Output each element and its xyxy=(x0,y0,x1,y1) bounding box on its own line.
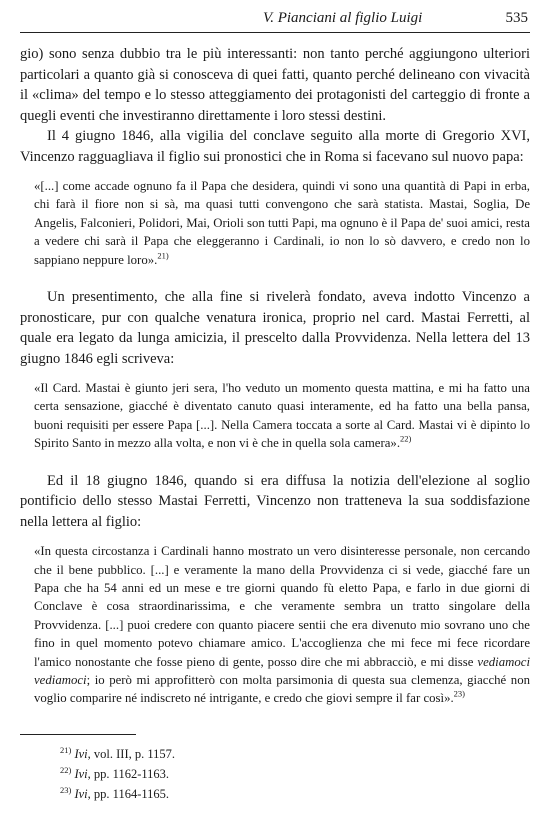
quote-text-part-2: ; io però mi approfitterò con molta parsimonia di questa sua clemenza, giacché non voglio comparire né indiscreto né intrigante, e credo che giovi sempre il far così». xyxy=(34,673,530,706)
running-header xyxy=(20,4,530,33)
footnote-number: 21) xyxy=(60,744,72,755)
footnote-rule xyxy=(20,734,136,735)
footnote-22 xyxy=(20,764,530,784)
paragraph-continuation: gio) sono senza dubbio tra le più interessanti: non tanto perché aggiungono ulteriori particolari a quanto già si conosceva di quei fatti, quanto perché delineano con vivacità il «clima» del tempo e lo stesso atteggiamento dei protagonisti del carteggio di fronte a quegli eventi che investiranno direttamente i loro stessi destini. xyxy=(20,46,530,124)
footnote-ref-21: 21) xyxy=(157,250,169,261)
running-title: V. Pianciani al figlio Luigi xyxy=(263,10,423,26)
paragraph-election: Ed il 18 giugno 1846, quando si era diffusa la notizia dell'elezione al soglio pontificio dello stesso Mastai Ferretti, Vincenzo non tratteneva la sua soddisfazione nella lettera al figlio: xyxy=(20,472,530,530)
quote-text: «[...] come accade ognuno fa il Papa che desidera, quindi vi sono una quantità di Papi in erba, chi farà il fiore non si sà, ma quasi tutti convengono che sarà statista. Mastai, Soglia, De Angelis, Falconieri, Polidori, Mai, Orioli son tutti Papi, ma ognuno è il Papa de' suoi amici, resta a vedere chi sarà il Papa che eleggeranno i Cardinali, io non lo sò davvero, e credo non lo sappiano neppure loro». xyxy=(34,179,530,267)
footnote-text: , pp. 1164-1165. xyxy=(87,787,170,801)
footnote-23 xyxy=(20,784,530,804)
block-quote-4-june xyxy=(20,177,530,269)
footnotes xyxy=(20,734,530,804)
footnote-ref-23: 23) xyxy=(453,689,466,700)
quote-text: «Il Card. Mastai è giunto jeri sera, l'ho veduto un momento questa mattina, e mi ha fatto una certa sensazione, giacché è diventato canuto quasi interamente, ed ha fatto una bella pansa, buoni requisiti per essere Papa [...]. Nella Camera toccata a sorte al Card. Mastai vi è dipinto lo Spirito Santo in mezzo alla volta, e non vi è che in quella sola camera». xyxy=(34,381,530,451)
quote-text-part-1: «In questa circostanza i Cardinali hanno mostrato un vero disinteresse personale, non cercando che il bene pubblico. [...] e veramente la mano della Provvidenza ci si vede, giacché fare un Papa che ha 54 anni ed un mese e tre giorni quando fù eletto Papa, e farlo in due giorni di Conclave è cosa straordinarissima, e che veramente sembra un tratto singolare della Provvidenza. [...] puoi credere con quanto piacere sentii che era divenuto mio sovrano uno che fino in quel momento potevo chiamare amico. L'accoglienza che mi fece mi fece ricordare l'amico nonostante che fosse pieno di gente, posso dire che mi abbracciò, e mi disse xyxy=(34,544,530,669)
block-quote-13-june xyxy=(20,379,530,453)
quote-italic-phrase: vediamoci vediamoci xyxy=(34,654,530,687)
paragraph-conclave: Il 4 giugno 1846, alla vigilia del conclave seguito alla morte di Gregorio XVI, Vincenzo ragguagliava il figlio sui pronostici che in Roma si facevano sul nuovo papa: xyxy=(20,128,530,165)
page-number: 535 xyxy=(505,10,528,26)
footnote-text: , pp. 1162-1163. xyxy=(87,767,170,781)
footnote-number: 23) xyxy=(60,784,72,795)
footnote-21 xyxy=(20,744,530,764)
footnote-ref-word: Ivi xyxy=(74,747,88,761)
paragraph-presentiment: Un presentimento, che alla fine si rivelerà fondato, aveva indotto Vincenzo a pronosticare, pur con qualche venatura ironica, proprio nel card. Mastai Ferretti, al quale era legato da lunga amicizia, il prescelto dalla Provvidenza. Nella lettera del 13 giugno 1846 egli scriveva: xyxy=(20,289,530,367)
main-text xyxy=(20,44,530,708)
footnote-text: , vol. III, p. 1157. xyxy=(87,747,176,761)
footnote-number: 22) xyxy=(60,764,72,775)
block-quote-18-june xyxy=(20,542,530,708)
footnote-ref-22: 22) xyxy=(400,433,412,444)
footnote-ref-word: Ivi xyxy=(74,767,88,781)
footnote-ref-word: Ivi xyxy=(74,787,88,801)
